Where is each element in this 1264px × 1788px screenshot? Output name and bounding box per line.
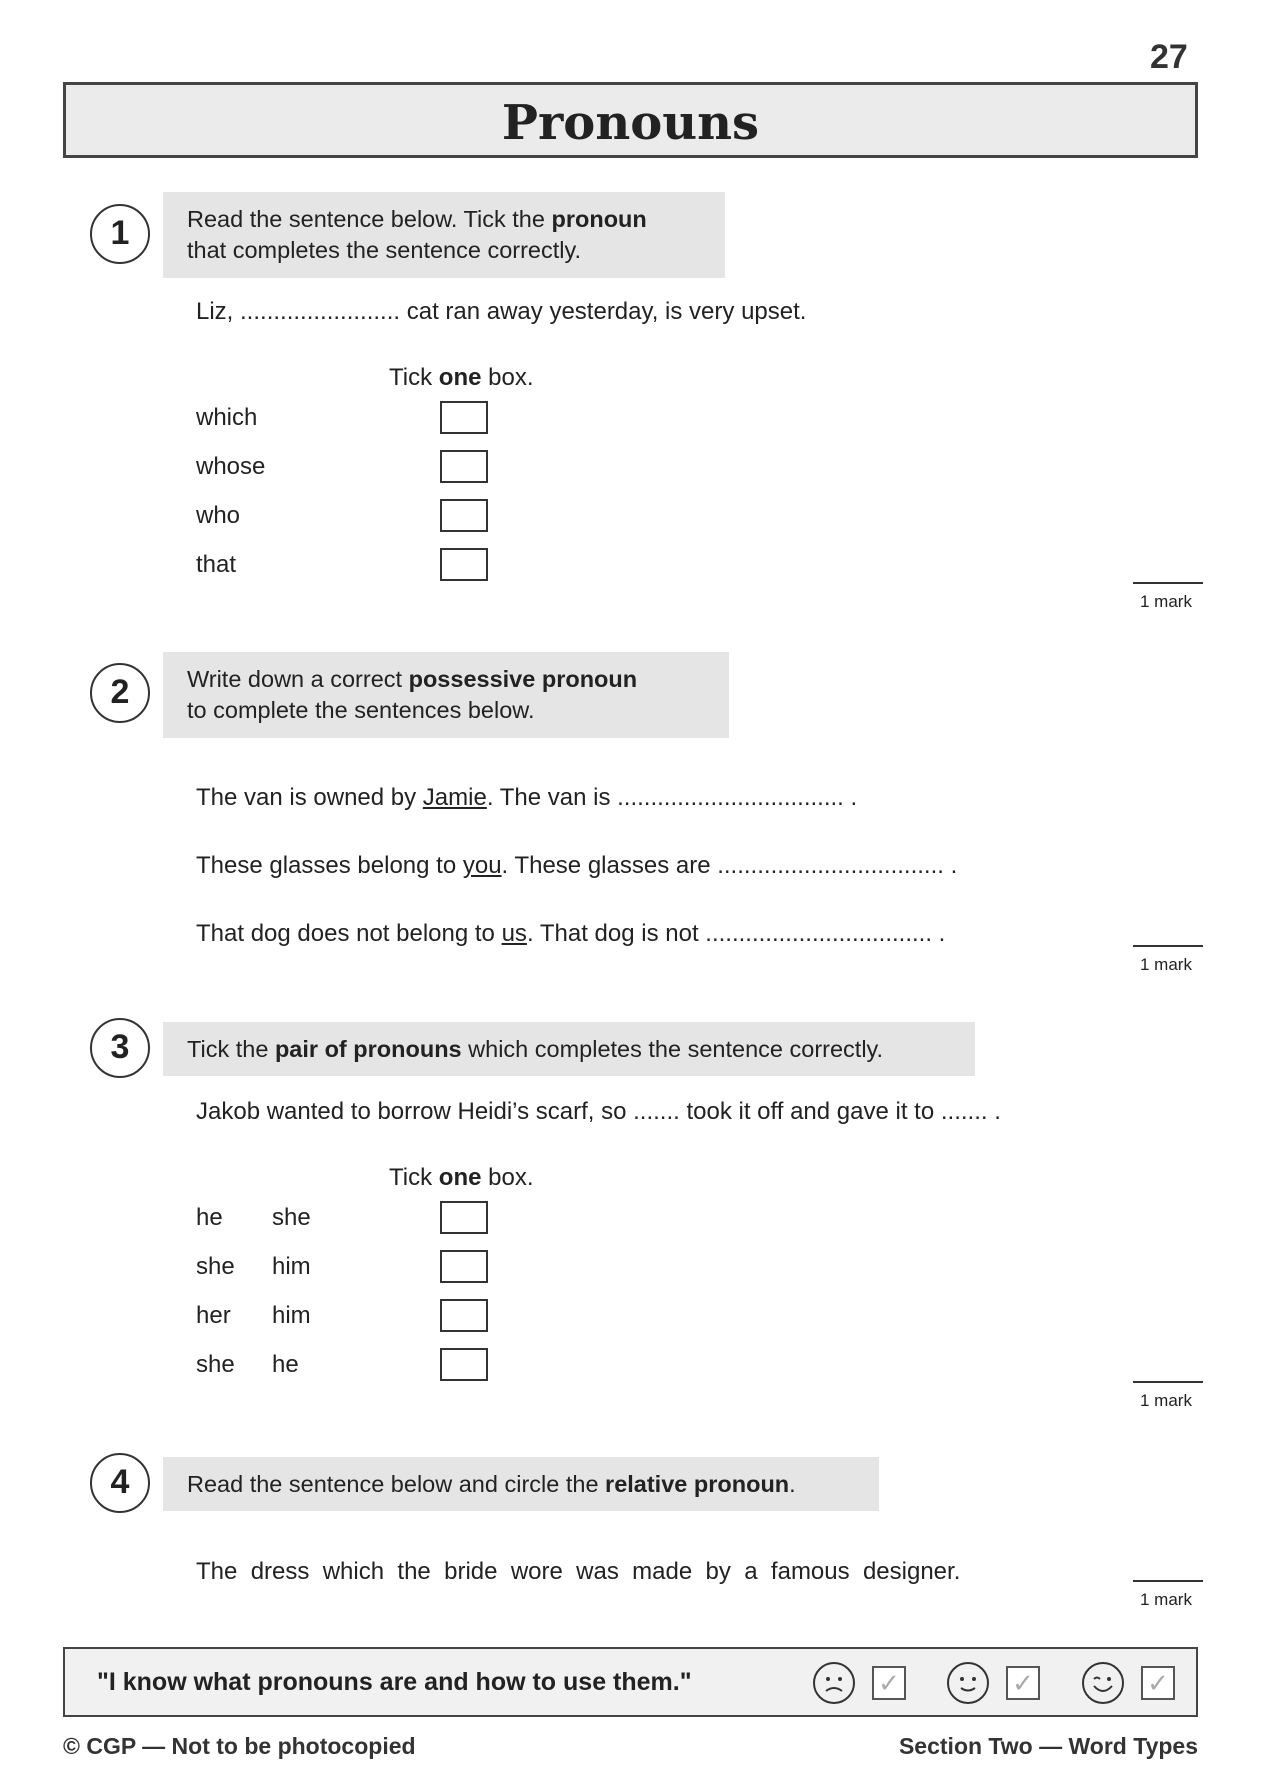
question-4-number: 4 xyxy=(90,1453,150,1513)
tick-box[interactable] xyxy=(440,450,488,483)
option-label: who xyxy=(196,502,241,529)
option-label: him xyxy=(272,1253,311,1280)
underlined-noun: you xyxy=(462,852,502,879)
question-2-number: 2 xyxy=(90,663,150,723)
instruction-text: . xyxy=(789,1471,796,1497)
mark-label: 1 mark xyxy=(1140,955,1192,974)
question-1-number: 1 xyxy=(90,204,150,264)
tick-text: Tick xyxy=(389,1164,439,1191)
option-label: which xyxy=(196,404,258,431)
mark-line xyxy=(1133,945,1203,947)
option-label: her xyxy=(196,1302,231,1329)
question-4-sentence[interactable]: The dress which the bride wore was made by a famous designer. xyxy=(196,1558,961,1585)
option-label: he xyxy=(196,1204,223,1231)
question-2-sentence-1 xyxy=(196,784,857,812)
self-assessment-bar xyxy=(63,1647,1198,1717)
neutral-face-icon xyxy=(947,1662,989,1704)
sentence-part: took it off and gave it to xyxy=(679,1098,941,1125)
tick-box[interactable] xyxy=(440,1201,488,1234)
question-3-sentence xyxy=(196,1098,1001,1126)
sentence-part: . These glasses are xyxy=(501,852,718,879)
title-banner xyxy=(63,82,1198,158)
question-4-instruction xyxy=(163,1457,879,1511)
sentence-part: . The van is xyxy=(486,784,618,811)
tick-one-box-label xyxy=(389,364,533,392)
option-label: she xyxy=(196,1253,235,1280)
tick-box[interactable] xyxy=(440,1348,488,1381)
option-label: she xyxy=(272,1204,311,1231)
answer-blank[interactable]: ........................ xyxy=(240,298,401,325)
tick-one-box-label xyxy=(389,1164,533,1192)
instruction-text: Tick the xyxy=(187,1036,275,1062)
sentence-end: . xyxy=(850,784,858,811)
answer-blank[interactable]: .................................. xyxy=(717,852,944,879)
happy-face-icon xyxy=(1082,1662,1124,1704)
answer-blank[interactable]: .................................. xyxy=(705,920,932,947)
question-1-instruction xyxy=(163,192,725,278)
sad-face-icon xyxy=(813,1662,855,1704)
sentence-part: That dog does not belong to xyxy=(196,920,502,947)
tick-box[interactable] xyxy=(440,548,488,581)
question-3-instruction xyxy=(163,1022,975,1076)
answer-blank[interactable]: ....... xyxy=(633,1098,680,1125)
question-2-instruction xyxy=(163,652,729,738)
self-assessment-checkbox[interactable]: ✓ xyxy=(1141,1666,1175,1700)
mark-label: 1 mark xyxy=(1140,592,1192,611)
option-label: that xyxy=(196,551,237,578)
underlined-noun: Jamie xyxy=(422,784,487,811)
self-assessment-quote: "I know what pronouns are and how to use them." xyxy=(97,1668,692,1696)
sentence-end: . xyxy=(994,1098,1001,1125)
mark-line xyxy=(1133,1381,1203,1383)
sentence-part: . That dog is not xyxy=(526,920,706,947)
option-label: she xyxy=(196,1351,235,1378)
tick-keyword: one xyxy=(438,364,482,391)
sentence-part: Jakob wanted to borrow Heidi’s scarf, so xyxy=(196,1098,634,1125)
instruction-keyword: pronoun xyxy=(551,206,647,232)
underlined-noun: us xyxy=(501,920,527,947)
tick-text: box. xyxy=(481,1164,534,1191)
sentence-end: . xyxy=(938,920,946,947)
option-label: he xyxy=(272,1351,299,1378)
question-1-sentence xyxy=(196,298,806,326)
option-label: him xyxy=(272,1302,311,1329)
tick-box[interactable] xyxy=(440,1299,488,1332)
tick-keyword: one xyxy=(438,1164,482,1191)
mark-line xyxy=(1133,1580,1203,1582)
instruction-text: which completes the sentence correctly. xyxy=(461,1036,884,1062)
mark-label: 1 mark xyxy=(1140,1391,1192,1410)
tick-box[interactable] xyxy=(440,401,488,434)
question-2-sentence-2 xyxy=(196,852,957,880)
answer-blank[interactable]: ....... xyxy=(940,1098,988,1125)
question-2-sentence-3 xyxy=(196,920,945,948)
copyright-notice: © CGP — Not to be photocopied xyxy=(63,1733,416,1759)
instruction-keyword: pair of pronouns xyxy=(274,1036,462,1062)
tick-text: box. xyxy=(481,364,534,391)
mark-line xyxy=(1133,582,1203,584)
instruction-keyword: possessive pronoun xyxy=(408,666,638,692)
question-3-number: 3 xyxy=(90,1018,150,1078)
instruction-text: that completes the sentence correctly. xyxy=(187,237,582,263)
answer-blank[interactable]: .................................. xyxy=(617,784,844,811)
sentence-part: Liz, xyxy=(196,298,241,325)
self-assessment-checkbox[interactable]: ✓ xyxy=(872,1666,906,1700)
tick-box[interactable] xyxy=(440,1250,488,1283)
tick-text: Tick xyxy=(389,364,439,391)
mark-label: 1 mark xyxy=(1140,1590,1192,1609)
option-label: whose xyxy=(196,453,266,480)
sentence-part: These glasses belong to xyxy=(196,852,463,879)
instruction-text: Write down a correct xyxy=(187,666,409,692)
tick-box[interactable] xyxy=(440,499,488,532)
sentence-part: The van is owned by xyxy=(196,784,423,811)
sentence-end: . xyxy=(950,852,958,879)
instruction-text: Read the sentence below and circle the xyxy=(187,1471,606,1497)
instruction-text: Read the sentence below. Tick the xyxy=(187,206,552,232)
instruction-keyword: relative pronoun xyxy=(605,1471,790,1497)
section-label: Section Two — Word Types xyxy=(898,1733,1198,1759)
sentence-part: cat ran away yesterday, is very upset. xyxy=(400,298,807,325)
page-title: Pronouns xyxy=(501,95,760,151)
instruction-text: to complete the sentences below. xyxy=(187,697,535,723)
self-assessment-checkbox[interactable]: ✓ xyxy=(1006,1666,1040,1700)
page-number: 27 xyxy=(1150,38,1188,76)
